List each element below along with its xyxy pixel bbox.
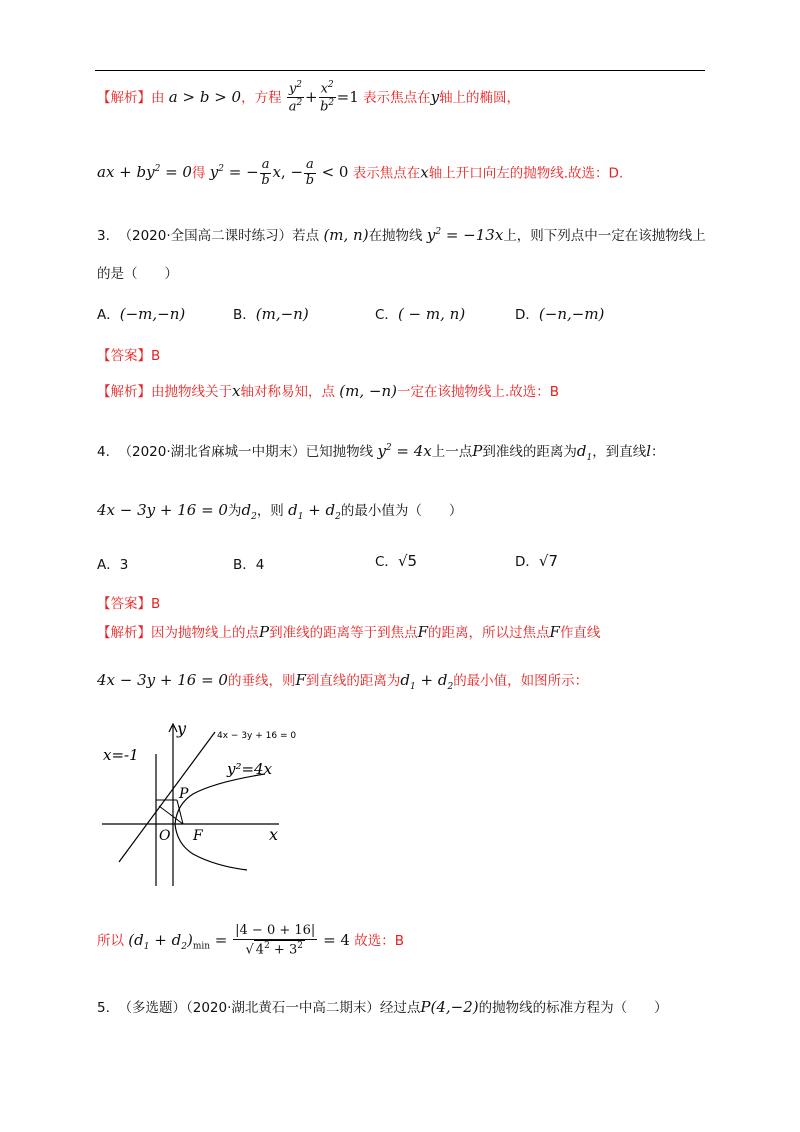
math-point-mn: (m, n)	[323, 226, 369, 244]
analysis-tag: 【解析】	[97, 89, 151, 106]
option-c[interactable]: C．√5	[375, 552, 418, 570]
option-b[interactable]: B．(m,−n)	[233, 305, 309, 323]
directrix-label: x=-1	[103, 746, 139, 764]
line-label: 4x − 3y + 16 = 0	[217, 731, 297, 741]
question-5-line-1: 5. （多选题）（2020·湖北黄石一中高二期末）经过点P(4,−2)的抛物线的标准方程为（ ）	[97, 998, 668, 1016]
parabola-curve	[175, 774, 265, 870]
question-source: （2020·湖北省麻城一中期末）	[118, 444, 306, 460]
solution-3: 【解析】由抛物线关于x轴对称易知，点 (m, −n)一定在该抛物线上.故选：B	[97, 382, 560, 400]
math-d1-plus-d2: $d_1 + d_2$	[288, 501, 341, 522]
question-3-line-2: 的是（ ）	[97, 266, 178, 282]
math-a-gt-b-gt-0: a > b > 0	[168, 87, 242, 106]
math-min-distance: $(d_1 + d_2)_{min}$ = $\frac{|4 - 0 + 16|}{√ 4^2 + 3^2}$ = 4	[128, 923, 350, 958]
option-d[interactable]: D．√7	[515, 552, 559, 570]
question-source: （2020·全国高二课时练习）	[118, 228, 293, 244]
answer-3: 【答案】B	[97, 348, 161, 364]
question-4-line-1: 4. （2020·湖北省麻城一中期末）已知抛物线 $y^2 = 4x$上一点P到准线的距离为$d_1$，到直线l：	[97, 442, 665, 463]
figure-svg	[97, 712, 297, 890]
parabola-label: y²=4x	[227, 760, 273, 778]
math-point-p: P(4,−2)	[420, 998, 479, 1016]
math-ax-by2: ax + $by^2 = 0$	[97, 163, 192, 182]
origin-label: O	[159, 828, 171, 844]
math-parabola-form: $y^2$ = − $\frac{a}{b}$ x, − $\frac{a}{b}$ < 0	[209, 157, 349, 188]
math-parabola-eq: $y^2 = -13x$	[426, 226, 504, 244]
option-c[interactable]: C．( − m, n)	[375, 305, 466, 323]
option-a[interactable]: A．3	[97, 557, 129, 573]
y-axis-label: y	[177, 719, 187, 738]
math-line-l: 4x − 3y + 16 = 0	[97, 501, 228, 519]
option-d[interactable]: D．(−n,−m)	[515, 305, 605, 323]
question-4-line-2: 4x − 3y + 16 = 0为$d_2$，则 $d_1 + d_2$的最小值为（ ）	[97, 501, 463, 522]
question-source: （2020·湖北黄石一中高二期末）	[185, 1000, 380, 1016]
solution-4-line-1: 【解析】因为抛物线上的点P到准线的距离等于到焦点F的距离，所以过焦点F作直线	[97, 623, 601, 641]
focus-label: F	[193, 828, 203, 844]
solution-2-line-1: 【解析】由 a > b > 0，方程 $\frac{y^2}{a^2}$ + $\frac{x^2}{b^2}$ =1 表示焦点在y轴上的椭圆，	[97, 80, 521, 115]
math-point-m-neg-n: (m, −n)	[339, 382, 397, 400]
answer-4: 【答案】B	[97, 596, 161, 612]
question-3-line-1: 3. （2020·全国高二课时练习）若点 (m, n)在抛物线 $y^2 = -13x$上，则下列点中一定在该抛物线上	[97, 226, 706, 244]
point-p-label: P	[179, 786, 189, 802]
solution-4-line-2: 4x − 3y + 16 = 0的垂线，则F到直线的距离为$d_1 + d_2$的最小值，如图所示：	[97, 671, 589, 692]
option-b[interactable]: B．4	[233, 557, 265, 573]
solution-4-final: 所以 $(d_1 + d_2)_{min}$ = $\frac{|4 - 0 + 16|}{√ 4^2 + 3^2}$ = 4 故选：B	[97, 923, 405, 958]
x-axis-label: x	[269, 825, 279, 844]
header-rule	[95, 70, 705, 71]
option-a[interactable]: A．(−m,−n)	[97, 305, 186, 323]
solution-2-line-2: ax + $by^2 = 0$得 $y^2$ = − $\frac{a}{b}$ x, − $\frac{a}{b}$ < 0 表示焦点在x轴上开口向左的抛物线.故选：D.	[97, 157, 624, 188]
math-ellipse-equation: $\frac{y^2}{a^2}$ + $\frac{x^2}{b^2}$ =1	[288, 80, 359, 115]
math-parabola-4x: $y^2 = 4x$	[377, 442, 432, 460]
parabola-figure	[97, 712, 297, 894]
